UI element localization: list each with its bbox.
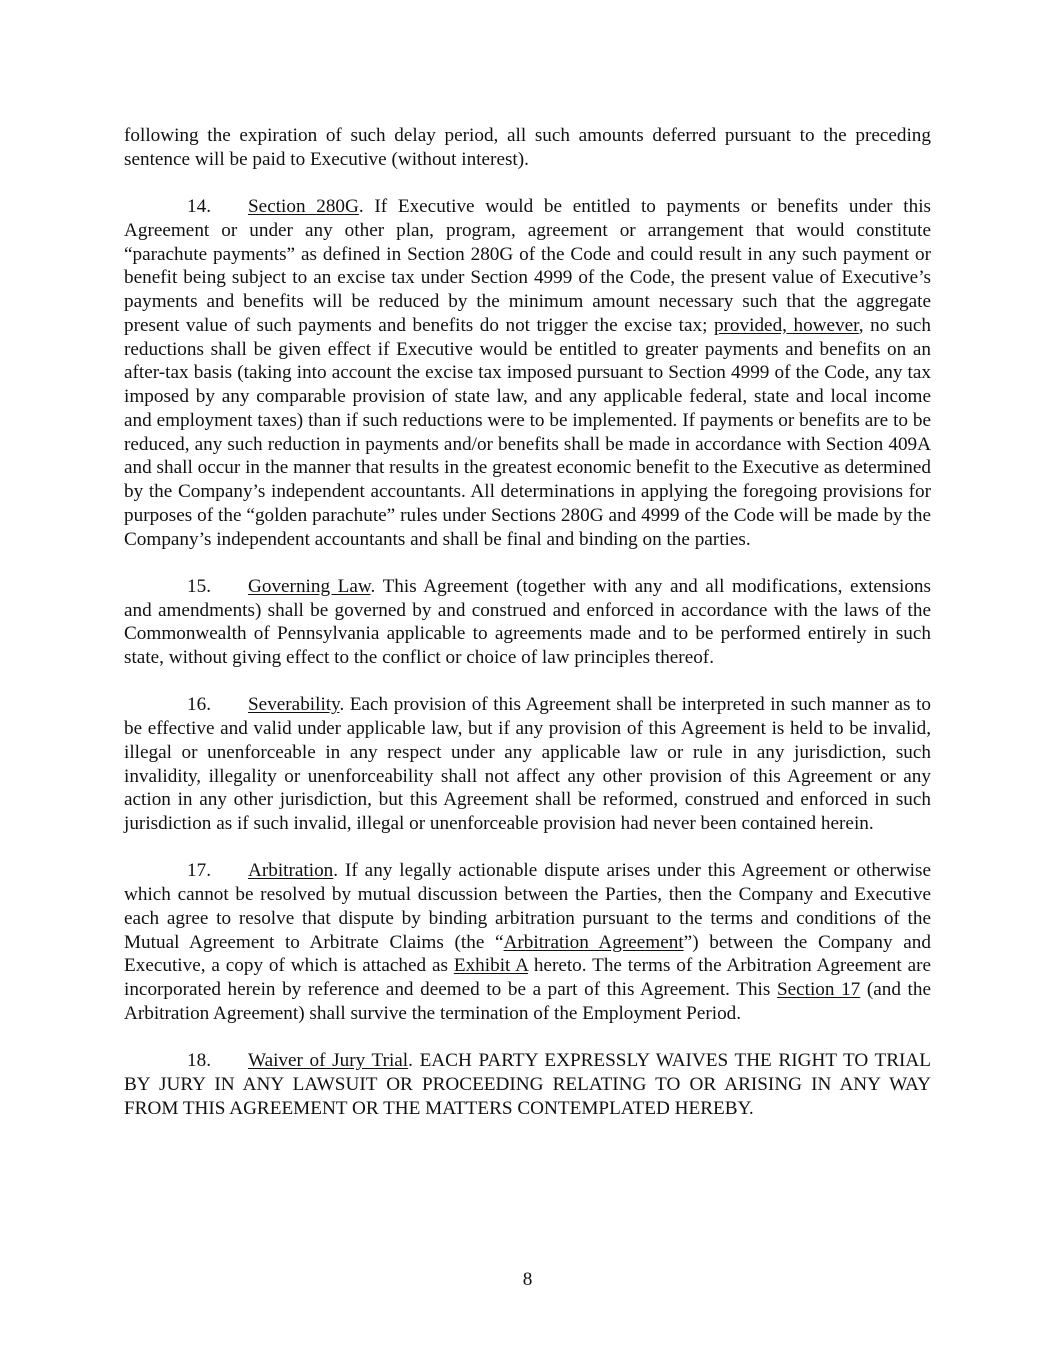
- section-18-number: 18.: [187, 1050, 211, 1071]
- section-17-text-3: hereto. The terms of the Arbitration Agreement are incorporated herein by reference and deemed to be a part of this Agreement. This: [124, 955, 931, 1000]
- section-15-paragraph: [124, 575, 931, 670]
- section-17-number: 17.: [187, 860, 211, 882]
- section-16-paragraph: [124, 693, 931, 836]
- section-16-text-1: . Each provision of this Agreement shall be interpreted in such manner as to be effective and valid under applicable law, but if any provision of this Agreement is held to be invalid, illegal or unenforceable in any respect under any applicable law or rule in any jurisdiction, such invalidity, illegality or unenforceability shall not affect any other provision of this Agreement or any action in any other jurisdiction, but this Agreement shall be reformed, construed and enforced in such jurisdiction as if such invalid, illegal or unenforceable provision had never been contained herein.: [124, 694, 931, 834]
- section-18-paragraph: [124, 1049, 931, 1120]
- section-17-paragraph: [124, 859, 931, 1025]
- section-15-heading: Governing Law: [248, 575, 371, 597]
- section-16-heading: Severability: [248, 694, 340, 716]
- section-14-number: 14.: [187, 196, 211, 217]
- section-17-exhibit-a: Exhibit A: [453, 955, 528, 977]
- section-17-text-2: ”) between the Company and Executive, a copy of which is attached as: [124, 931, 931, 977]
- continuation-paragraph: following the expiration of such delay period, all such amounts deferred pursuant to the preceding sentence will be paid to Executive (without interest).: [124, 125, 931, 170]
- section-15-number: 15.: [187, 575, 211, 597]
- section-14-text-2: , no such reductions shall be given effect if Executive would be entitled to greater payments and benefits on an after-tax basis (taking into account the excise tax imposed pursuant to Section 4999 of the Code, any tax imposed by any comparable provision of state law, and any applicable federal, state and local income and employment taxes) than if such reductions were to be implemented. If payments or benefits are to be reduced, any such reduction in payments and/or benefits shall be made in accordance with Section 409A and shall occur in the manner that results in the greatest economic benefit to the Executive as determined by the Company’s independent accountants. All determinations in applying the foregoing provisions for purposes of the “golden parachute” rules under Sections 280G and 4999 of the Code will be made by the Company’s independent accountants and shall be final and binding on the parties.: [124, 314, 931, 550]
- section-14-text-1: . If Executive would be entitled to payments or benefits under this Agreement or under any other plan, program, agreement or arrangement that would constitute “parachute payments” as defined in Section 280G of the Code and could result in any such payment or benefit being subject to an excise tax under Section 4999 of the Code, the present value of Executive’s payments and benefits will be reduced by the minimum amount necessary such that the aggregate present value of such payments and benefits do not trigger the excise tax;: [124, 196, 931, 336]
- section-14-provided-however: provided, however: [713, 314, 859, 336]
- section-14-heading: Section 280G: [248, 196, 359, 217]
- section-18-text-1: . EACH PARTY EXPRESSLY WAIVES THE RIGHT TO TRIAL BY JURY IN ANY LAWSUIT OR PROCEEDING RELATING TO OR ARISING IN ANY WAY FROM THIS AGREEMENT OR THE MATTERS CONTEMPLATED HEREBY.: [124, 1050, 931, 1119]
- section-17-text-4: (and the Arbitration Agreement) shall survive the termination of the Employment Period.: [124, 979, 932, 1024]
- section-17-section-ref: Section 17: [776, 979, 861, 1000]
- section-15-text-1: . This Agreement (together with any and all modifications, extensions and amendments) shall be governed by and construed and enforced in accordance with the laws of the Commonwealth of Pennsylvania applicable to agreements made and to be performed entirely in such state, without giving effect to the conflict or choice of law principles thereof.: [124, 575, 931, 668]
- section-17-heading: Arbitration: [248, 860, 334, 882]
- page-number: 8: [522, 1269, 533, 1290]
- section-16-number: 16.: [187, 694, 211, 716]
- section-17-text-1: . If any legally actionable dispute arises under this Agreement or otherwise which cannot be resolved by mutual discussion between the Parties, then the Company and Executive each agree to resolve that dispute by binding arbitration pursuant to the terms and conditions of the Mutual Agreement to Arbitrate Claims (the “: [124, 860, 931, 953]
- document-page: [124, 124, 931, 1144]
- section-18-heading: Waiver of Jury Trial: [248, 1050, 409, 1071]
- section-17-arbitration-agreement: Arbitration Agreement: [503, 931, 684, 953]
- section-14-paragraph: [124, 195, 931, 551]
